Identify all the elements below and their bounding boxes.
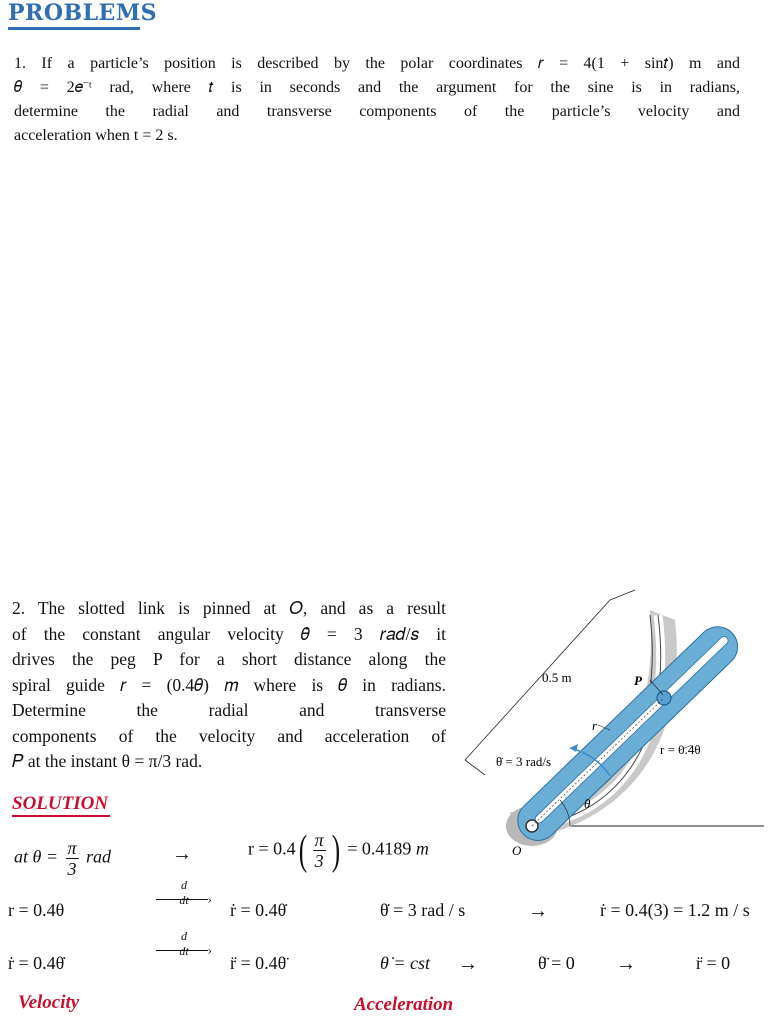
- row2-eq2: ṙ = 0.4θ̇: [230, 900, 287, 920]
- problem-2-line: spiral guide 𝑟 = (0.4𝜃) 𝑚 where is 𝜃 in radians.: [12, 674, 446, 695]
- omega-label: θ̇ = 3 rad/s: [496, 754, 552, 769]
- row3-arrow2: →: [616, 953, 636, 975]
- row3-eq1: ṙ = 0.4θ̇: [8, 953, 65, 973]
- row3-arrow1: →: [458, 953, 478, 975]
- title-underline: [8, 27, 140, 30]
- problem-1-line: 𝜃 = 2𝑒⁻ᵗ rad, where 𝑡 is in seconds and the argument for the sine is in radians,: [14, 79, 740, 96]
- problem-1-line: acceleration when t = 2 s.: [14, 127, 178, 144]
- acceleration-heading: Acceleration: [354, 994, 454, 1015]
- row2-arrow: →: [528, 900, 548, 922]
- origin-label: O: [512, 843, 522, 858]
- problem-2-line: Determine the radial and transverse: [12, 700, 446, 720]
- row3-eq3: θ̇ = cst: [380, 953, 430, 973]
- problem-1-line: 1. If a particle’s position is described by the polar coordinates 𝑟 = 4(1 + sin𝑡) m and: [14, 55, 740, 72]
- row2-derivative-arrow: d dt ›: [156, 878, 212, 916]
- row3-derivative-arrow: d dt ›: [156, 929, 212, 967]
- row3-eq5: r̈ = 0: [696, 953, 731, 973]
- problem-1-text: [14, 52, 740, 148]
- problem-1-line: determine the radial and transverse components of the particle’s velocity and: [14, 103, 740, 120]
- solution-underline: [12, 815, 110, 817]
- problem-2-line: 2. The slotted link is pinned at 𝑂, and as a result: [12, 598, 446, 618]
- theta-label: θ: [584, 796, 591, 811]
- row1-r-equation: r = 0.4( $\frac{\pi}{3}$ ) = 0.4189 m: [248, 827, 429, 874]
- dimension-line: [465, 600, 610, 760]
- slotted-link-figure: [460, 580, 768, 870]
- theta-fraction: $\frac{\pi}{3}$: [67, 838, 77, 879]
- problem-2-line: components of the velocity and acceleration of: [12, 725, 446, 746]
- peg-label: P: [634, 673, 642, 688]
- row2-eq3: θ̇ = 3 rad / s: [380, 900, 466, 920]
- problem-2-text: [12, 596, 446, 775]
- r-label: r: [592, 718, 598, 733]
- row1-arrow: →: [172, 843, 192, 865]
- row2-eq1: r = 0.4θ: [8, 900, 65, 920]
- problem-2-line: drives the peg P for a short distance along the: [12, 649, 446, 669]
- velocity-heading: Velocity: [18, 992, 80, 1013]
- row2-eq4: ṙ = 0.4(3) = 1.2 m / s: [600, 900, 750, 920]
- spiral-label: r = 0.4θ: [660, 742, 701, 757]
- row3-eq2: r̈ = 0.4θ̈: [230, 953, 287, 973]
- problem-2-line: of the constant angular velocity 𝜃̇ = 3 𝑟𝑎𝑑/𝑠 it: [12, 623, 446, 644]
- solution-heading: SOLUTION: [12, 793, 109, 814]
- page-title: PROBLEMS: [8, 0, 158, 26]
- row3-eq4: θ̈ = 0: [538, 953, 575, 973]
- length-label: 0.5 m: [542, 670, 572, 685]
- row1-lhs: at θ = $\frac{\pi}{3}$ rad: [14, 838, 112, 879]
- problem-2-line: 𝑃 at the instant θ = π/3 rad.: [12, 751, 203, 771]
